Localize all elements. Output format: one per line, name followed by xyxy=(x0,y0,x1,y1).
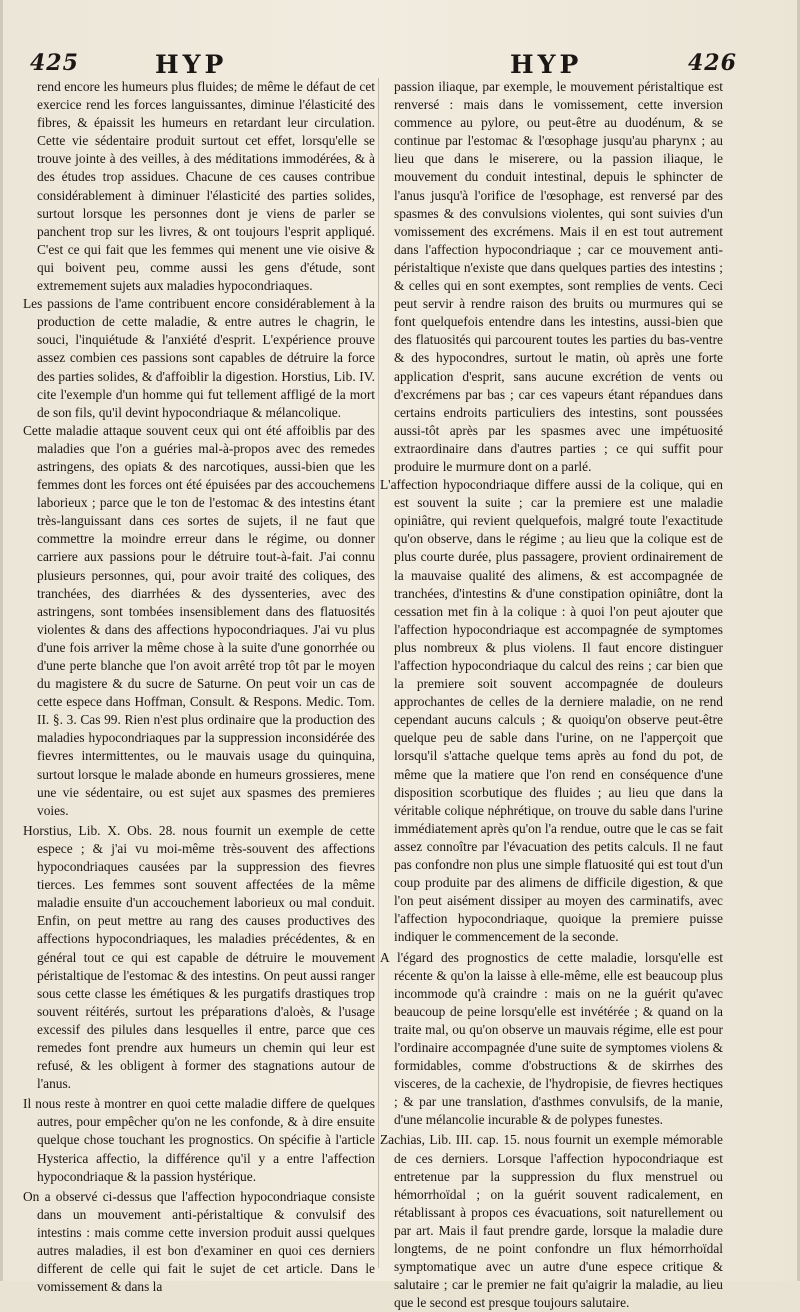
paragraph: Horstius, Lib. X. Obs. 28. nous fournit un exemple de cette espece ; & j'ai vu moi-même très-souvent des affections hypocondriaques causées par la suppression des fievres tierces. Les femmes sont souvent affectées de la même maladie ensuite d'un accouchement laborieux ou mal conduit. Enfin, on peut mettre au rang des causes productives des affections hypocondriaques, les maladies précédentes, & en général tout ce qui est capable de détruire le mouvement péristaltique de l'estomac & des intestins. On peut aussi ranger sous cette classe les émétiques & les purgatifs drastiques trop souvent réitérés, surtout les préparations d'aloès, & l'usage excessif des pilules dans lesquelles il entre, parce que ces remedes font prendre aux humeurs un chemin qui leur est refusé, & les obligent à former des stagnations autour de l'anus. xyxy=(23,822,375,1092)
column-divider xyxy=(378,78,379,1268)
page-number-left: 425 xyxy=(30,50,79,76)
left-column xyxy=(23,78,375,1296)
running-head-left: HYP xyxy=(155,50,228,79)
paragraph: On a observé ci-dessus que l'affection hypocondriaque consiste dans un mouvement anti-péristaltique & convulsif des intestins : mais comme cette inversion produit aussi quelques autres maladies, il est bon d'examiner en quoi ces derniers different de celle qui fait le sujet de cet article. Dans le vomissement & dans la xyxy=(23,1188,375,1295)
running-head-right: HYP xyxy=(510,50,583,79)
right-column xyxy=(380,78,723,1312)
paragraph: passion iliaque, par exemple, le mouvement péristaltique est renversé : mais dans le vomissement, cette inversion commence au pylore, ou peut-être au duodénum, & se continue par l'estomac & l'œsophage jusqu'au pharynx ; au lieu que dans le miserere, ou la passion iliaque, le mouvement du conduit intestinal, depuis le sphincter de l'anus jusqu'à l'orifice de l'œsophage, est renversé par des spasmes & des convulsions violentes, qui sont suivies d'un vomissement des excrémens. Mais il en est tout autrement dans l'affection hypocondriaque ; car ce mouvement anti-péristaltique n'existe que dans quelques parties des intestins ; & celles qui en sont exemptes, sont remplies de vents. Ceci peut servir à rendre raison des bruits ou murmures qui se font quelquefois entendre dans les intestins, aussi-bien que des flatuosités qui parcourent toutes les parties du bas-ventre & des hypocondres, surtout le matin, où après une forte application d'esprit, sans aucune excrétion de vents ou d'excrémens par bas ; car ces vapeurs étant répandues dans certains endroits particuliers des intestins, sont poussées aussi-tôt après par les spasmes avec une impétuosité extraordinaire dans d'autres parties ; ce qui suffit pour produire le murmure dont on a parlé. xyxy=(394,79,723,474)
page-number-right: 426 xyxy=(688,50,737,76)
paragraph: L'affection hypocondriaque differe aussi de la colique, qui en est souvent la suite ; car la premiere est une maladie opiniâtre, qui revient quelquefois, malgré toute l'exactitude qu'on observe, dans le régime ; au lieu que la colique est de plus courte durée, plus passagere, provient ordinairement de la mauvaise qualité des alimens, & est accompagnée de tranchées, d'intestins & d'une constipation opiniâtre, dont la cessation met fin à la colique : à quoi l'on peut ajouter que l'affection hypocondriaque est accompagnée de symptomes plus nombreux & plus violens. Il faut encore distinguer l'affection hypocondriaque du calcul des reins ; car bien que la premiere soit souvent accompagnée de douleurs approchantes de celles de la derniere maladie, on ne rend cependant aucuns calculs ; & quoiqu'on observe peut-être quelque peu de sable dans l'urine, on ne l'apperçoit que lorsqu'il s'attache quelque tems après au fond du pot, de même que la matiere que l'on rend en conséquence d'une disposition scorbutique des fluides ; au lieu que dans la véritable colique néphrétique, on trouve du sable dans l'urine immédiatement après qu'on l'a rendue, outre que le cas se fait assez connoître par l'évacuation des petits calculs. Il ne faut pas confondre non plus une simple flatuosité qui est tout d'un coup produite par des alimens de difficile digestion, & que l'on peut aisément dissiper au moyen des carminatifs, avec l'affection hypocondriaque, quoique la premiere puisse indiquer le commencement de la seconde. xyxy=(380,477,723,945)
paragraph: A l'égard des prognostics de cette maladie, lorsqu'elle est récente & qu'on la laisse à elle-même, elle est beaucoup plus incommode qu'à craindre : mais on ne la guérit qu'avec beaucoup de peine lorsqu'elle est invétérée ; & quand on la traite mal, ou qu'on observe un mauvais régime, elle est pour l'ordinaire accompagnée d'une suite de symptomes violens & formidables, comme d'obstructions & de skirrhes des visceres, de la cachexie, de l'hydropisie, de fievres hectiques ; & par une translation, d'asthmes convulsifs, de la manie, d'une mélancolie incurable & de polypes funestes. xyxy=(380,949,723,1128)
paragraph: rend encore les humeurs plus fluides; de même le défaut de cet exercice rend les forces languissantes, diminue l'élasticité des fibres, & épaissit les humeurs en retardant leur circulation. Cette vie sédentaire produit surtout cet effet, lorsqu'elle se trouve jointe à des veilles, à des méditations immodérées, & à des études trop assidues. Chacune de ces causes contribue considérablement à diminuer l'élasticité des parties solides, surtout lorsque les personnes dont je viens de parler se panchent trop sur les livres, & ont toujours l'esprit appliqué. C'est ce qui fait que les femmes qui menent une vie oisive & qui boivent peu, comme aussi les gens d'étude, sont extremement sujets aux maladies hypocondriaques. xyxy=(37,79,375,294)
paragraph: Il nous reste à montrer en quoi cette maladie differe de quelques autres, pour empêcher qu'on ne les confonde, & à dire ensuite quelque chose touchant les prognostics. On spécifie à l'article Hysterica affectio, la différence qu'il y a entre l'affection hypocondriaque & la passion hystérique. xyxy=(23,1096,375,1184)
paragraph: Zachias, Lib. III. cap. 15. nous fournit un exemple mémorable de ces derniers. Lorsque l'affection hypocondriaque est entretenue par la suppression du flux menstruel ou hémorrhoïdal ; on la guérit souvent radicalement, en rétablissant à propos ces évacuations, soit naturellement ou par art. Mais il faut prendre garde, lorsque la maladie dure longtems, de ne point confondre un flux hémorrhoïdal symptomatique avec un autre d'une espece critique & salutaire ; car le premier ne fait qu'aigrir la maladie, au lieu que le second est presque toujours salutaire. xyxy=(380,1132,723,1311)
page-edge-left xyxy=(0,0,3,1281)
paragraph: Les passions de l'ame contribuent encore considérablement à la production de cette maladie, & entre autres le chagrin, le souci, l'inquiétude & l'anxiété d'esprit. L'expérience prouve assez combien ces passions sont capables de détruire la force des parties solides, & d'affoiblir la digestion. Horstius, Lib. IV. cite l'exemple d'un homme qui fut tellement affligé de la mort de son fils, qu'il devint hypocondriaque & mélancolique. xyxy=(23,296,375,420)
paragraph: Cette maladie attaque souvent ceux qui ont été affoiblis par des maladies que l'on a guéries mal-à-propos avec des remedes astringens, des opiats & des narcotiques, aussi-bien que les femmes dont les forces ont été épuisées par des accouchemens laborieux ; parce que le ton de l'estomac & des intestins étant très-languissant dans ces sortes de sujets, il ne faut que commettre la moindre erreur dans le régime, ou donner carriere aux passions pour le détruire tout-à-fait. J'ai connu plusieurs personnes, qui, pour avoir traité des coliques, des tranchées, des diarrhées & des dyssenteries, avec des astringens, sont tombées insensiblement dans des flatuosités violentes & dans des affections hypocondriaques. J'ai vu plus d'une fois arriver la même chose à la suite d'une gonorrhée ou d'une perte blanche que l'on avoit arrêté trop tôt par le moyen du magistere & du sucre de Saturne. On peut voir un cas de cette espece dans Hoffman, Consult. & Respons. Medic. Tom. II. §. 3. Cas 99. Rien n'est plus ordinaire que la production des maladies hypocondriaques par la suppression inconsidérée des fievres intermittentes, ou le mauvais usage du quinquina, surtout lorsque le malade abonde en humeurs grossieres, mene une vie sédentaire, ou est sujet aux spasmes des premieres voies. xyxy=(23,422,375,818)
